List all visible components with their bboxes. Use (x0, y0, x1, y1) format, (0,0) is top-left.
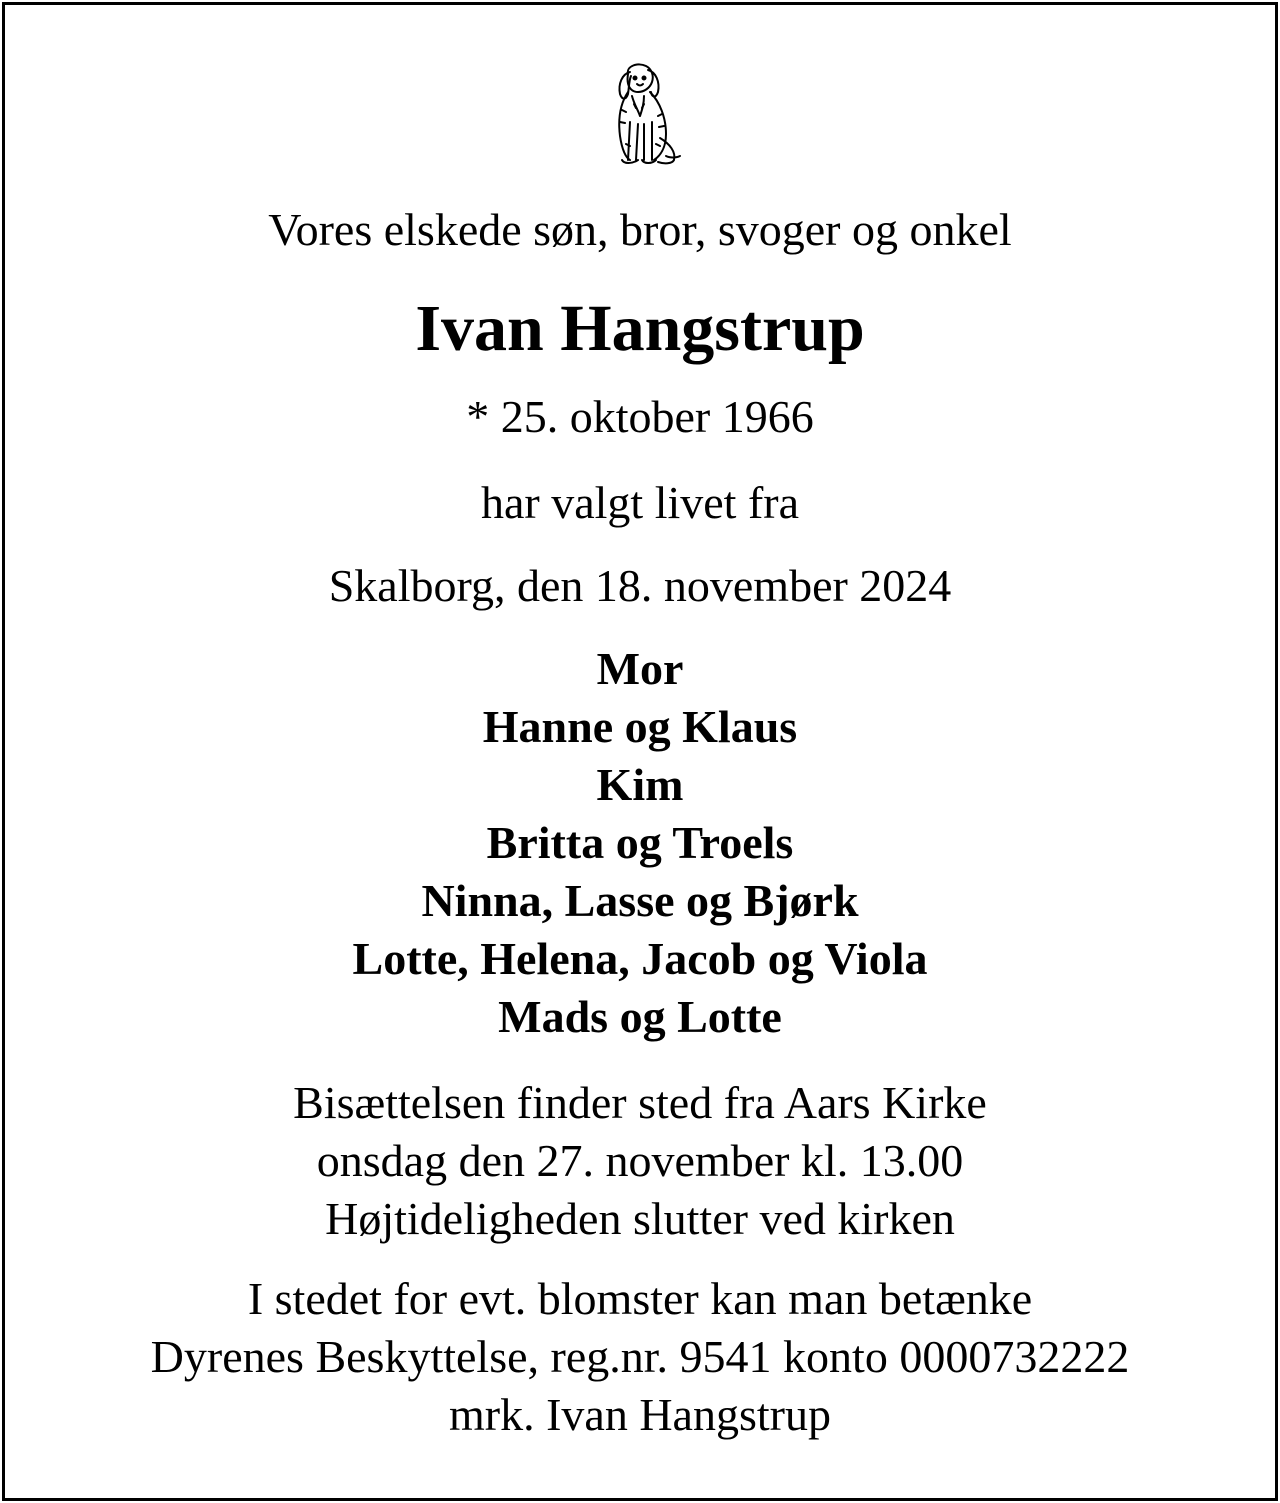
family-member: Hanne og Klaus (482, 701, 798, 752)
service-line: onsdag den 27. november kl. 13.00 (316, 1135, 964, 1186)
birth-date: * 25. oktober 1966 (466, 391, 814, 442)
intro-text: Vores elskede søn, bror, svoger og onkel (268, 204, 1012, 255)
family-member: Mor (596, 643, 684, 694)
donation-line: Dyrenes Beskyttelse, reg.nr. 9541 konto 0000732222 (150, 1331, 1130, 1382)
donation-line: I stedet for evt. blomster kan man betænke (247, 1273, 1033, 1324)
family-member: Mads og Lotte (498, 991, 782, 1042)
family-member: Britta og Troels (486, 817, 794, 868)
service-details (0, 1077, 1280, 1254)
sitting-dog-icon (598, 60, 682, 170)
family-list (0, 643, 1280, 1052)
donation-details (0, 1273, 1280, 1450)
service-line: Bisættelsen finder sted fra Aars Kirke (293, 1077, 987, 1128)
family-member: Kim (596, 759, 684, 810)
donation-line: mrk. Ivan Hangstrup (449, 1389, 831, 1440)
passing-text: har valgt livet fra (480, 477, 800, 528)
deceased-name: Ivan Hangstrup (415, 292, 865, 365)
place-and-date: Skalborg, den 18. november 2024 (328, 560, 952, 611)
family-member: Lotte, Helena, Jacob og Viola (352, 933, 928, 984)
service-line: Højtideligheden slutter ved kirken (325, 1193, 955, 1244)
family-member: Ninna, Lasse og Bjørk (421, 875, 859, 926)
